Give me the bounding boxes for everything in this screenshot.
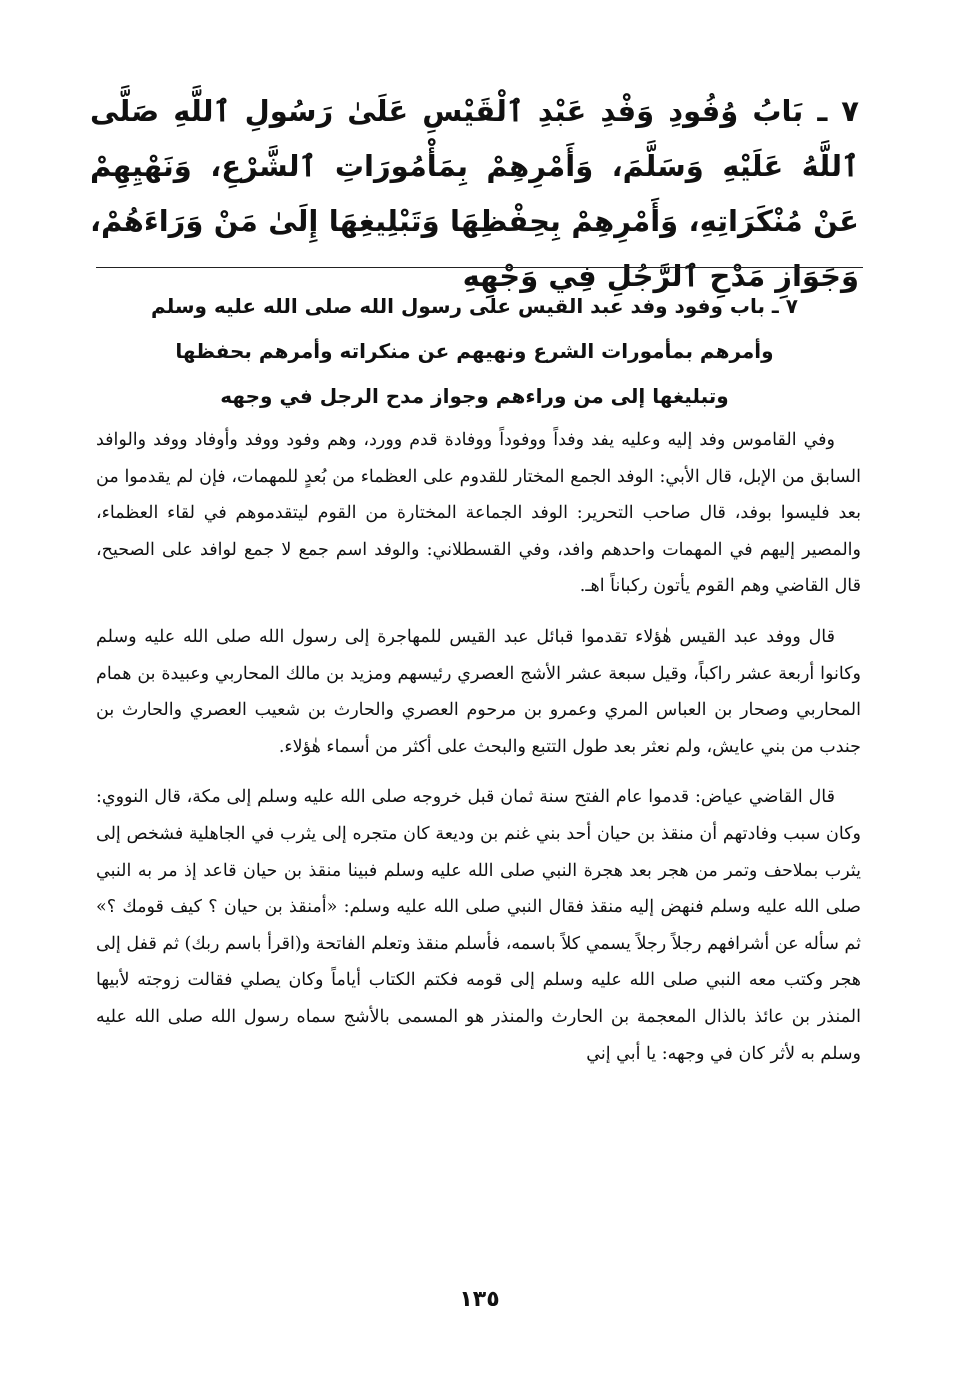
heading-line-2: وأمرهم بمأمورات الشرع ونهيهم عن منكراته وأمرهم بحفظها (175, 339, 774, 363)
heading-line-3: وتبليغها إلى من وراءهم وجواز مدح الرجل في وجهه (220, 384, 729, 408)
chapter-heading-vocalized: ٧ ـ بَابُ وُفُودِ وَفْدِ عَبْدِ ٱلْقَيْسِ عَلَىٰ رَسُولِ ٱللَّهِ صَلَّى ٱللَّهُ عَلَيْهِ وَسَلَّمَ، وَأَمْرِهِمْ بِمَأْمُورَاتِ ٱلشَّرْعِ، وَنَهْيِهِمْ عَنْ مُنْكَرَاتِهِ، وَأَمْرِهِمْ بِحِفْظِهَا وَتَبْلِيغِهَا إِلَىٰ مَنْ وَرَاءَهُمْ، وَجَوَازِ مَدْحِ ٱلرَّجُلِ فِي وَجْهِهِ (90, 94, 859, 293)
heading-line-1: ٧ ـ باب وفود وفد عبد القيس على رسول الله صلى الله عليه وسلم (151, 294, 798, 318)
chapter-heading-plain (90, 284, 859, 419)
separator-line (96, 267, 863, 268)
page-number: ١٣٥ (459, 1287, 500, 1312)
paragraph-1: وفي القاموس وفد إليه وعليه يفد وفداً ووفوداً ووفادة قدم وورد، وهم وفود ووفد وأوفاد ووفد والوافد السابق من الإبل، قال الأبي: الوفد الجمع المختار للقدوم على العظماء من بُعدٍ للمهمات، فإن لم يقدموا من بعد فليسوا بوفد، قال صاحب التحرير: الوفد الجماعة المختارة من القوم ليتقدموهم في لقاء العظماء، والمصير إليهم في المهمات واحدهم وافد، وفي القسطلاني: والوفد اسم جمع لا جمع لوافد على الصحيح، قال القاضي وهم القوم يأتون ركباناً اهـ. (96, 430, 861, 597)
paragraph-2: قال ووفد عبد القيس هٰؤلاء تقدموا قبائل عبد القيس للمهاجرة إلى رسول الله صلى الله عليه وسلم وكانوا أربعة عشر راكباً، وقيل سبعة عشر الأشج العصري رئيسهم ومزيد بن مالك المحاربي وعبيدة بن همام المحاربي وصحار بن العباس المري وعمرو بن مرحوم العصري والحارث بن شعيب العصري والحارث بن جندب من بني عايش، ولم نعثر بعد طول التتبع والبحث على أكثر من أسماء هٰؤلاء. (96, 626, 861, 757)
commentary-body (96, 422, 861, 1086)
paragraph-3: قال القاضي عياض: قدموا عام الفتح سنة ثمان قبل خروجه صلى الله عليه وسلم إلى مكة، قال النووي: وكان سبب وفادتهم أن منقذ بن حيان أحد بني غنم بن وديعة كان متجره إلى يثرب في الجاهلية فشخص إلى يثرب بملاحف وتمر من هجر بعد هجرة النبي صلى الله عليه وسلم فبينا منقذ بن حيان قاعد إذ مر به النبي صلى الله عليه وسلم فنهض إليه منقذ فقال النبي صلى الله عليه وسلم: «أمنقذ بن حيان ؟ كيف قومك ؟» ثم سأله عن أشرافهم رجلاً رجلاً يسمي كلاً باسمه، فأسلم منقذ وتعلم الفاتحة و(اقرأ باسم ربك) ثم قفل إلى هجر وكتب معه النبي صلى الله عليه وسلم إلى قومه فكتم الكتاب أياماً وكان يصلي فقالت زوجته لأبيها المنذر بن عائذ بالذال المعجمة بن الحارث والمنذر هو المسمى بالأشج سماه رسول الله صلى الله عليه وسلم به لأثر كان في وجهه: يا أبي إني (96, 787, 861, 1064)
